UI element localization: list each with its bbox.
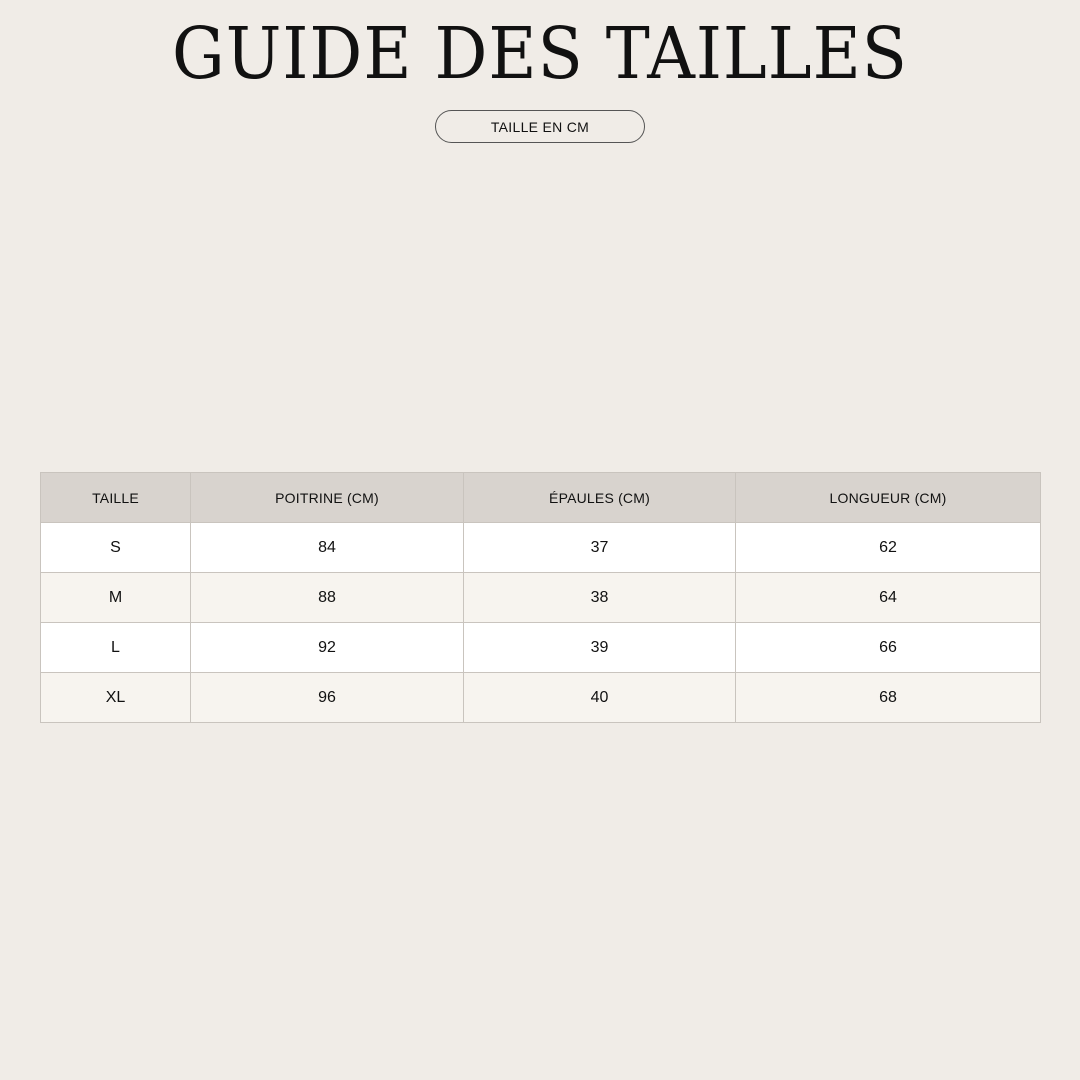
header-poitrine: POITRINE (CM) [191,473,464,523]
table-row [41,673,1041,723]
cell-size: S [41,523,191,573]
cell-size: L [41,623,191,673]
cell-epaules: 38 [464,573,736,623]
page-title: GUIDE DES TAILLES [172,11,908,96]
cell-epaules: 40 [464,673,736,723]
cell-size: XL [41,673,191,723]
cell-poitrine: 96 [191,673,464,723]
unit-badge-label: TAILLE EN CM [490,118,590,135]
cell-longueur: 66 [736,623,1041,673]
table-header-row [41,473,1041,523]
table-row [41,573,1041,623]
table-row [41,623,1041,673]
cell-longueur: 62 [736,523,1041,573]
size-table [40,472,1041,723]
cell-size: M [41,573,191,623]
cell-epaules: 39 [464,623,736,673]
header-longueur: LONGUEUR (CM) [736,473,1041,523]
cell-poitrine: 84 [191,523,464,573]
cell-epaules: 37 [464,523,736,573]
cell-longueur: 64 [736,573,1041,623]
cell-poitrine: 88 [191,573,464,623]
cell-poitrine: 92 [191,623,464,673]
table-row [41,523,1041,573]
unit-badge [435,110,645,143]
header-epaules: ÉPAULES (CM) [464,473,736,523]
header-taille: TAILLE [41,473,191,523]
size-table-container [40,472,1040,723]
cell-longueur: 68 [736,673,1041,723]
